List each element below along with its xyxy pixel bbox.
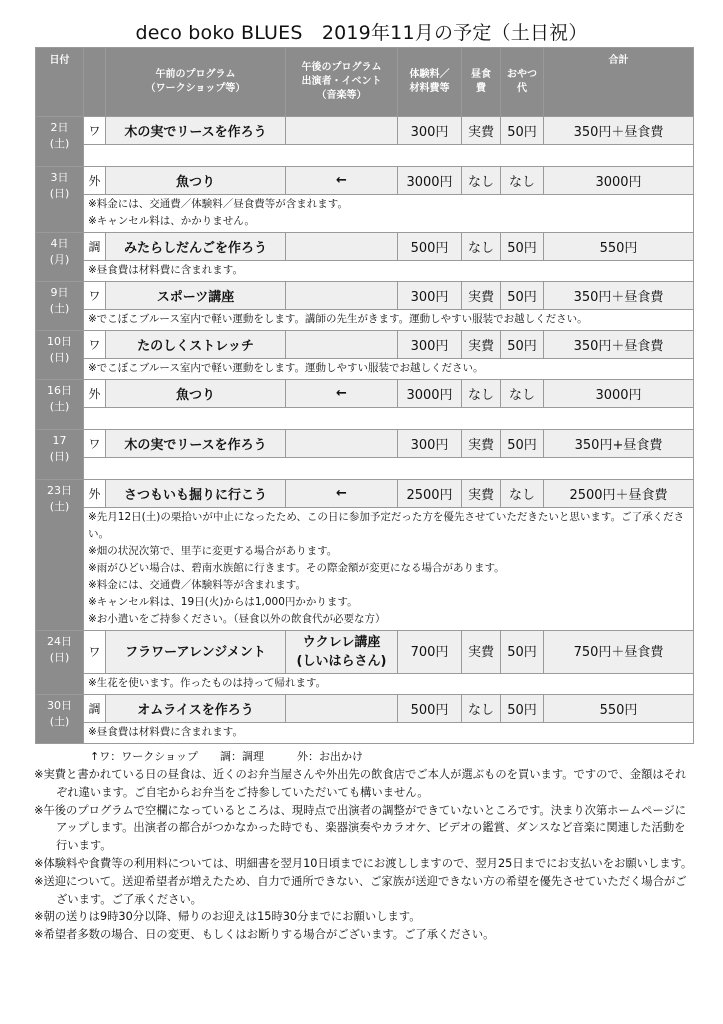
legend: ↑ワ：ワークショップ 調：調理 外：お出かけ [90,750,363,763]
event-snack: なし [501,380,544,408]
event-type: 調 [84,233,106,261]
note-line: ※料金には、交通費／体験料／昼食費等が含まれます。 [88,198,348,210]
event-total: 350円＋昼食費 [544,331,694,359]
event-total: 2500円＋昼食費 [544,480,694,508]
event-row [36,117,694,145]
event-date: 10日 (日) [36,331,84,380]
event-lunch: なし [462,233,501,261]
event-snack: なし [501,480,544,508]
event-total: 550円 [544,233,694,261]
event-row [36,282,694,310]
note-line: ※でこぼこブルース室内で軽い運動をします。運動しやすい服装でお越しください。 [88,362,484,374]
note-line: ※料金には、交通費／体験料等が含まれます。 [88,579,306,591]
event-lunch: 実費 [462,631,501,674]
header-total: 合計 [544,48,694,117]
event-type: ワ [84,331,106,359]
header-date: 日付 [36,48,84,117]
event-date: 16日 (土) [36,380,84,430]
event-lunch: なし [462,695,501,723]
event-morning-program: さつもいも掘りに行こう [106,480,286,508]
event-notes [84,261,694,282]
event-date: 9日 (土) [36,282,84,331]
event-afternoon-program [286,282,398,310]
event-morning-program: 木の実でリースを作ろう [106,117,286,145]
event-type: 外 [84,380,106,408]
event-morning-program: たのしくストレッチ [106,331,286,359]
event-snack: 50円 [501,233,544,261]
event-lunch: 実費 [462,331,501,359]
event-row [36,695,694,723]
event-notes-row [36,508,694,631]
event-lunch: なし [462,380,501,408]
event-snack: 50円 [501,117,544,145]
event-snack: 50円 [501,331,544,359]
event-date: 24日 (日) [36,631,84,695]
header-lunch: 昼食 費 [462,48,501,117]
event-notes [84,508,694,631]
note-line: ※お小遣いをご持参ください。（昼食以外の飲食代が必要な方） [88,613,386,625]
event-notes-row [36,458,694,480]
event-fee: 3000円 [398,380,462,408]
event-notes-row [36,261,694,282]
event-notes [84,310,694,331]
event-date: 4日 (月) [36,233,84,282]
event-morning-program: オムライスを作ろう [106,695,286,723]
event-total: 350円+昼食費 [544,430,694,458]
event-fee: 500円 [398,233,462,261]
event-total: 3000円 [544,380,694,408]
event-row [36,233,694,261]
event-row [36,430,694,458]
event-morning-program: スポーツ講座 [106,282,286,310]
header-fee: 体験料／ 材料費等 [398,48,462,117]
note-line: ※先月12日(土)の栗拾いが中止になったため、この日に参加予定だった方を優先させていただきたいと思います。ご了承ください。 [88,511,685,540]
event-fee: 700円 [398,631,462,674]
event-morning-program: 魚つり [106,167,286,195]
event-date: 3日 (日) [36,167,84,233]
event-date: 2日 (土) [36,117,84,167]
event-date: 23日 (土) [36,480,84,631]
event-notes [84,408,694,430]
event-notes [84,723,694,744]
event-date: 17 (日) [36,430,84,480]
event-lunch: 実費 [462,430,501,458]
event-morning-program: 木の実でリースを作ろう [106,430,286,458]
footnote: ※実費と書かれている日の昼食は、近くのお弁当屋さんや外出先の飲食店でご本人が選ぶものを買います。ですので、金額はそれぞれ違います。ご自宅からお弁当をご持参していただいても構いません。 [34,768,687,799]
event-snack: 50円 [501,631,544,674]
note-line: ※畑の状況次第で、里芋に変更する場合があります。 [88,545,338,557]
event-total: 750円＋昼食費 [544,631,694,674]
event-notes [84,145,694,167]
event-total: 350円＋昼食費 [544,282,694,310]
event-notes-row [36,408,694,430]
event-lunch: なし [462,167,501,195]
event-notes-row [36,359,694,380]
event-fee: 300円 [398,430,462,458]
table-header-row [36,48,694,117]
event-afternoon-program [286,430,398,458]
event-notes [84,195,694,233]
header-afternoon: 午後のプログラム 出演者・イベント （音楽等） [286,48,398,117]
note-line: ※昼食費は材料費に含まれます。 [88,264,243,276]
header-snack: おやつ 代 [501,48,544,117]
event-fee: 300円 [398,331,462,359]
event-afternoon-program [286,331,398,359]
event-fee: 3000円 [398,167,462,195]
event-snack: 50円 [501,430,544,458]
schedule-body [36,117,694,744]
event-lunch: 実費 [462,282,501,310]
event-total: 3000円 [544,167,694,195]
note-line: ※でこぼこブルース室内で軽い運動をします。講師の先生がきます。運動しやすい服装でお越しください。 [88,313,588,325]
note-line: ※生花を使います。作ったものは持って帰れます。 [88,677,327,689]
event-snack: なし [501,167,544,195]
footnote: ※午後のプログラムで空欄になっているところは、現時点で出演者の調整ができていないところです。決まり次第ホームページにアップします。出演者の都合がつかなかった時でも、楽器演奏やカラオケ、ビデオの鑑賞、ダンスなど音楽に関連した活動を行います。 [34,803,687,853]
event-lunch: 実費 [462,117,501,145]
event-snack: 50円 [501,282,544,310]
event-row [36,380,694,408]
event-type: 外 [84,480,106,508]
event-type: ワ [84,117,106,145]
event-type: 調 [84,695,106,723]
event-notes-row [36,195,694,233]
event-type: ワ [84,631,106,674]
event-type: 外 [84,167,106,195]
event-type: ワ [84,282,106,310]
event-snack: 50円 [501,695,544,723]
event-notes [84,359,694,380]
event-row [36,167,694,195]
header-morning: 午前のプログラム （ワークショップ等） [106,48,286,117]
footnote: ※送迎について。送迎希望者が増えたため、自力で通所できない、ご家族が送迎できない方の希望を優先させていただく場合がございます。ご了承ください。 [34,874,687,906]
event-row [36,480,694,508]
event-total: 350円＋昼食費 [544,117,694,145]
header-type [84,48,106,117]
event-notes-row [36,145,694,167]
schedule-table [35,47,694,744]
footnote: ※希望者多数の場合、日の変更、もしくはお断りする場合がございます。ご了承ください。 [34,928,495,942]
footnote: ※体験料や食費等の利用料については、明細書を翌月10日頃までにお渡ししますので、翌月25日までにお支払いをお願いします。 [34,856,693,870]
event-row [36,631,694,674]
event-date: 30日 (土) [36,695,84,744]
event-morning-program: みたらしだんごを作ろう [106,233,286,261]
event-afternoon-program: ← [286,480,398,508]
event-notes-row [36,310,694,331]
event-notes-row [36,674,694,695]
note-line: ※キャンセル料は、かかりません。 [88,215,255,227]
event-type: ワ [84,430,106,458]
event-fee: 2500円 [398,480,462,508]
event-afternoon-program [286,117,398,145]
event-afternoon-program [286,695,398,723]
event-notes [84,674,694,695]
event-lunch: 実費 [462,480,501,508]
event-fee: 300円 [398,282,462,310]
footnote: ※朝の送りは9時30分以降、帰りのお迎えは15時30分までにお願いします。 [34,910,421,924]
event-notes [84,458,694,480]
event-afternoon-program: ← [286,380,398,408]
event-fee: 300円 [398,117,462,145]
note-line: ※キャンセル料は、19日(火)からは1,000円かかります。 [88,596,358,608]
event-afternoon-program: ← [286,167,398,195]
event-fee: 500円 [398,695,462,723]
note-line: ※昼食費は材料費に含まれます。 [88,726,243,738]
page-title: deco boko BLUES 2019年11月の予定（土日祝） [135,22,588,44]
event-afternoon-program [286,233,398,261]
event-row [36,331,694,359]
event-afternoon-program: ウクレレ講座 (しいはらさん) [286,631,398,674]
event-morning-program: フラワーアレンジメント [106,631,286,674]
event-total: 550円 [544,695,694,723]
event-notes-row [36,723,694,744]
footnotes [34,766,694,944]
event-morning-program: 魚つり [106,380,286,408]
note-line: ※雨がひどい場合は、碧南水族館に行きます。その際金額が変更になる場合があります。 [88,562,505,574]
